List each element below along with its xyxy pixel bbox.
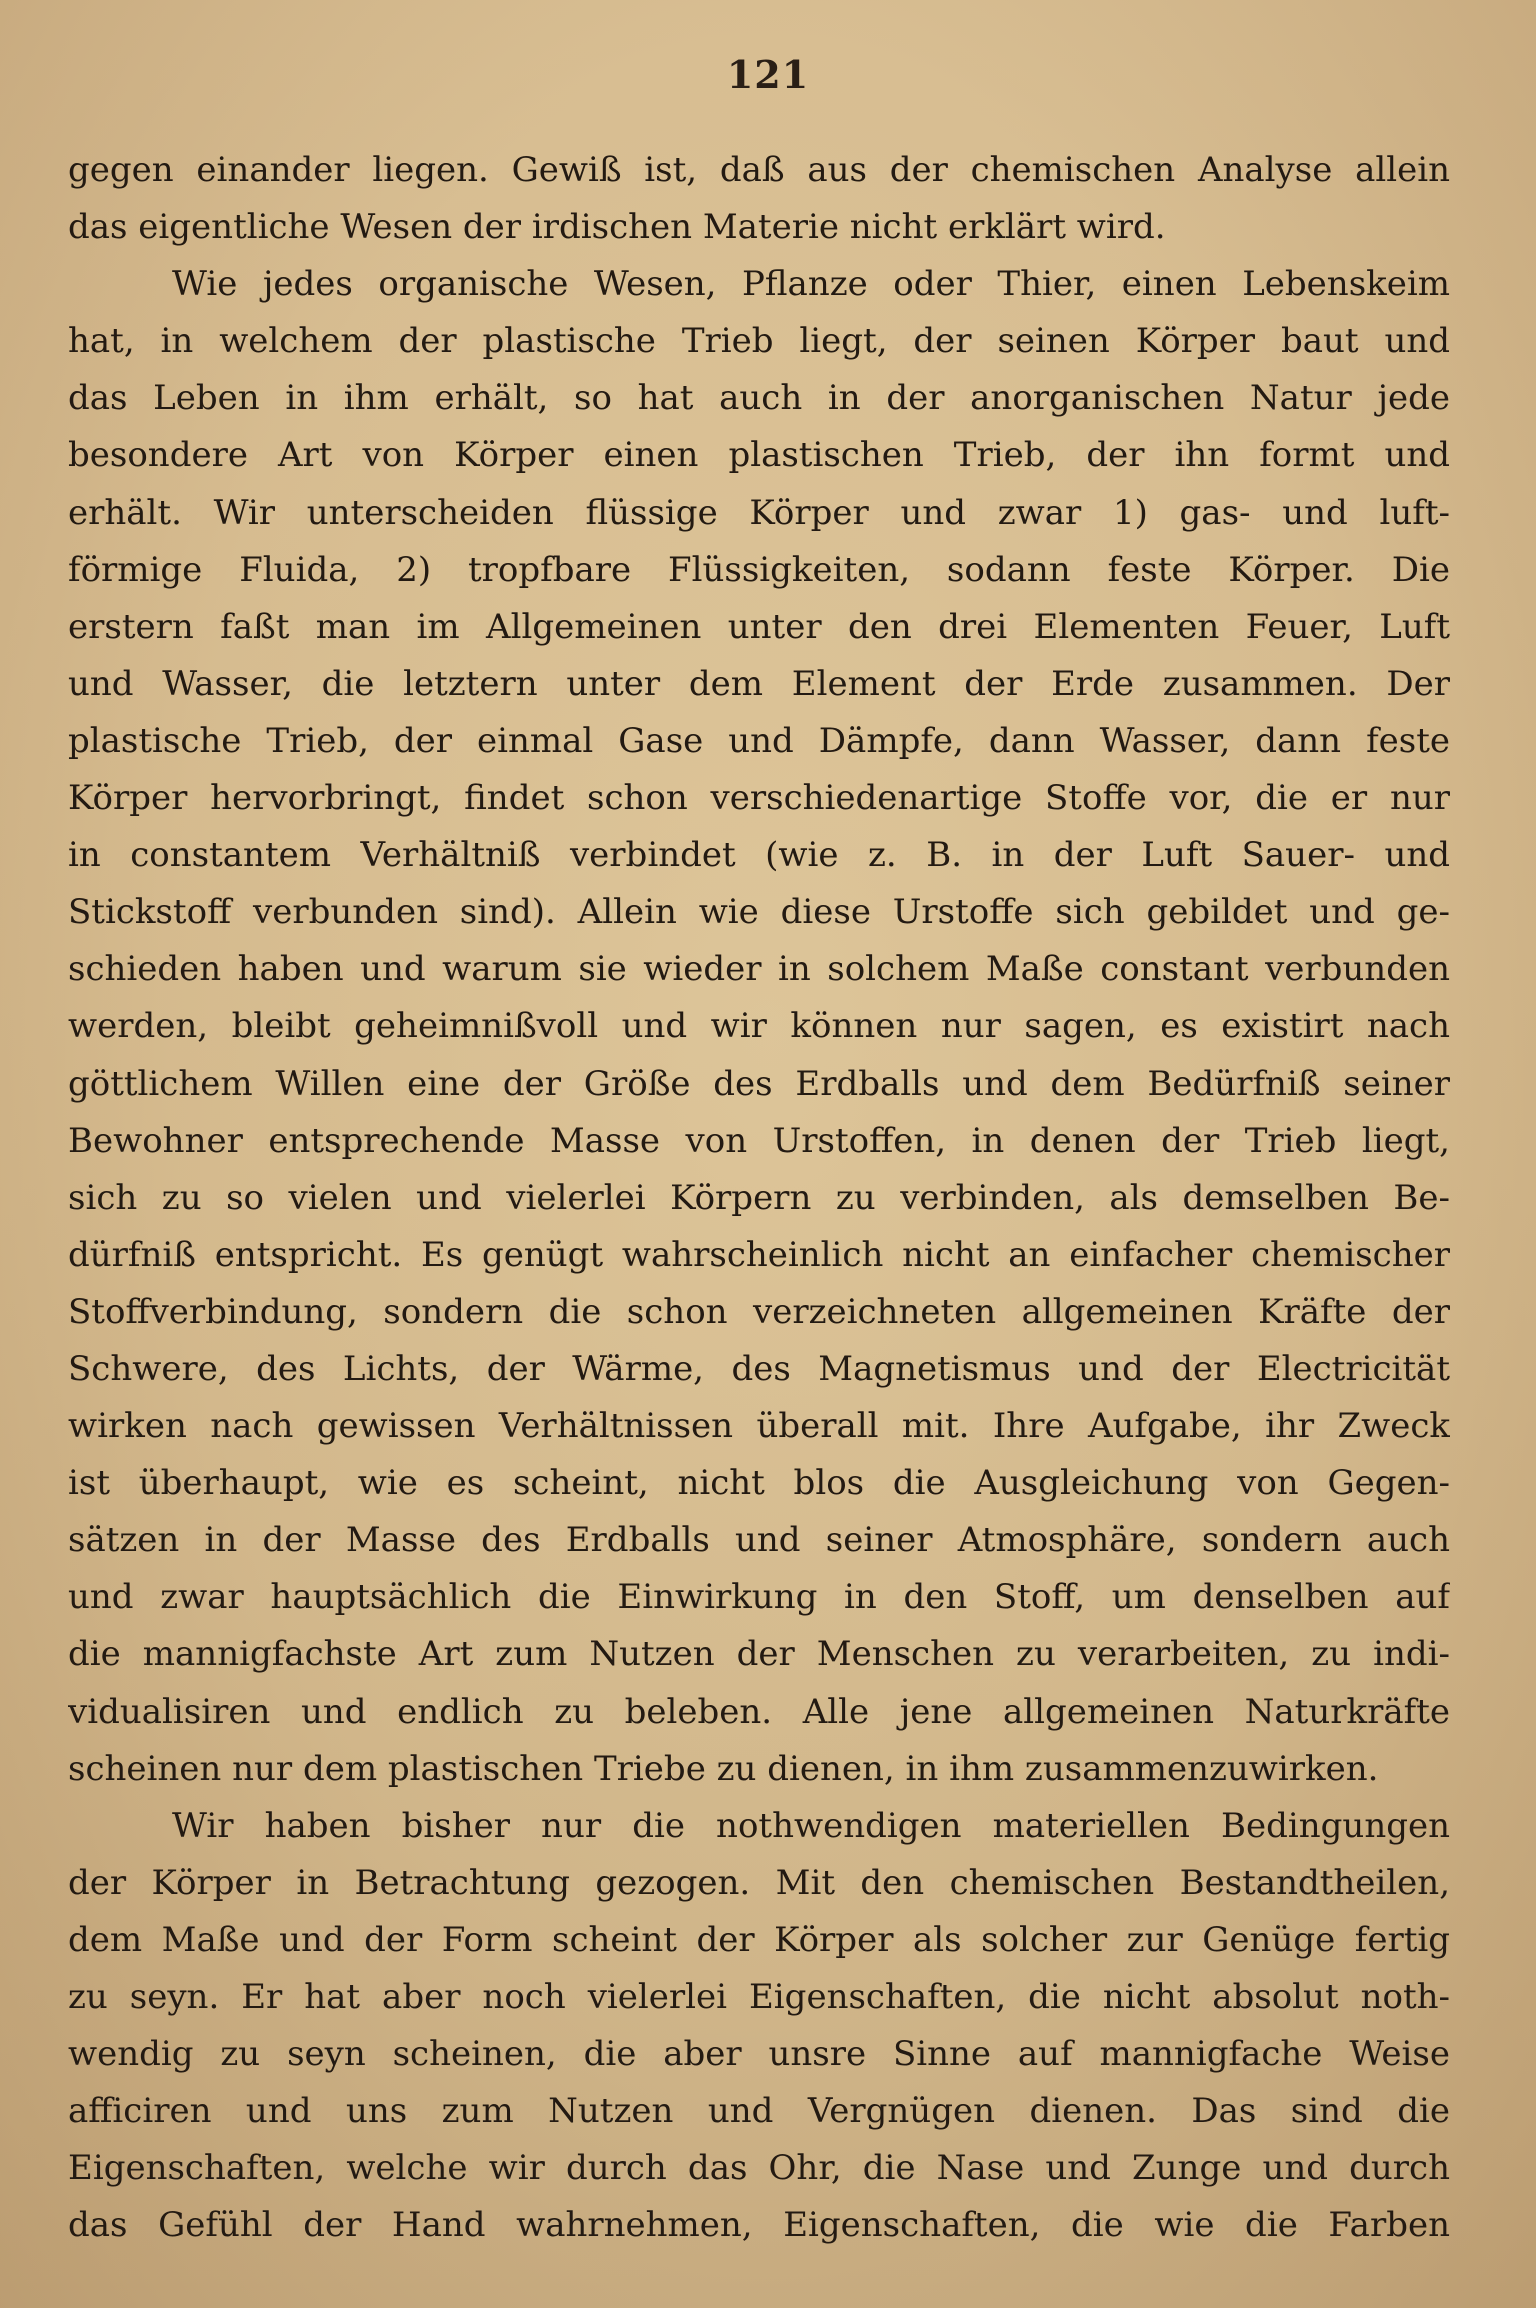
text-line: erstern faßt man im Allgemeinen unter den drei Elementen Feuer, Luft xyxy=(68,606,1450,647)
text-line: das Leben in ihm erhält, so hat auch in der anorganischen Natur jede xyxy=(68,378,1450,419)
text-line: Schwere, des Lichts, der Wärme, des Magnetismus und der Electricität xyxy=(68,1348,1450,1389)
body-text xyxy=(68,142,1450,2254)
text-line: Stickstoff verbunden sind). Allein wie diese Urstoffe sich gebildet und ge- xyxy=(68,892,1450,933)
text-line: das eigentliche Wesen der irdischen Materie nicht erklärt wird. xyxy=(68,207,1166,248)
text-line: scheinen nur dem plastischen Triebe zu dienen, in ihm zusammenzuwirken. xyxy=(68,1748,1379,1789)
text-line: sätzen in der Masse des Erdballs und seiner Atmosphäre, sondern auch xyxy=(68,1520,1450,1561)
text-line: Stoffverbindung, sondern die schon verzeichneten allgemeinen Kräfte der xyxy=(68,1291,1450,1332)
text-line: und zwar hauptsächlich die Einwirkung in den Stoff, um denselben auf xyxy=(68,1577,1450,1618)
text-line: besondere Art von Körper einen plastischen Trieb, der ihn formt und xyxy=(68,435,1450,476)
text-line: wirken nach gewissen Verhältnissen überall mit. Ihre Aufgabe, ihr Zweck xyxy=(68,1406,1450,1447)
page-number: 121 xyxy=(726,52,810,97)
text-line: sich zu so vielen und vielerlei Körpern zu verbinden, als demselben Be- xyxy=(68,1177,1450,1218)
text-line: werden, bleibt geheimnißvoll und wir können nur sagen, es existirt nach xyxy=(68,1006,1450,1047)
paragraph-first-line: Wie jedes organische Wesen, Pflanze oder Thier, einen Lebenskeim xyxy=(172,264,1450,305)
text-line: Körper hervorbringt, findet schon verschiedenartige Stoffe vor, die er nur xyxy=(68,778,1450,819)
text-line: der Körper in Betrachtung gezogen. Mit den chemischen Bestandtheilen, xyxy=(68,1862,1450,1903)
text-line: schieden haben und warum sie wieder in solchem Maße constant verbunden xyxy=(68,949,1450,990)
text-line: dürfniß entspricht. Es genügt wahrscheinlich nicht an einfacher chemischer xyxy=(68,1234,1450,1275)
text-line: das Gefühl der Hand wahrnehmen, Eigenschaften, die wie die Farben xyxy=(68,2205,1450,2246)
paragraph-first-line: Wir haben bisher nur die nothwendigen materiellen Bedingungen xyxy=(172,1805,1450,1846)
text-line: erhält. Wir unterscheiden flüssige Körper und zwar 1) gas- und luft- xyxy=(68,492,1450,533)
text-line: und Wasser, die letztern unter dem Element der Erde zusammen. Der xyxy=(68,663,1450,704)
text-line: wendig zu seyn scheinen, die aber unsre Sinne auf mannigfache Weise xyxy=(68,2034,1450,2075)
text-line: plastische Trieb, der einmal Gase und Dämpfe, dann Wasser, dann feste xyxy=(68,720,1450,761)
text-line: Bewohner entsprechende Masse von Urstoffen, in denen der Trieb liegt, xyxy=(68,1120,1450,1161)
text-line: afficiren und uns zum Nutzen und Vergnügen dienen. Das sind die xyxy=(68,2091,1450,2132)
text-line: göttlichem Willen eine der Größe des Erdballs und dem Bedürfniß seiner xyxy=(68,1063,1450,1104)
text-line: gegen einander liegen. Gewiß ist, daß aus der chemischen Analyse allein xyxy=(68,150,1450,190)
text-line: Eigenschaften, welche wir durch das Ohr, die Nase und Zunge und durch xyxy=(68,2148,1450,2189)
text-line: hat, in welchem der plastische Trieb liegt, der seinen Körper baut und xyxy=(68,321,1450,362)
text-line: zu seyn. Er hat aber noch vielerlei Eigenschaften, die nicht absolut noth- xyxy=(68,1977,1450,2017)
text-line: dem Maße und der Form scheint der Körper als solcher zur Genüge fertig xyxy=(68,1919,1450,1960)
text-line: die mannigfachste Art zum Nutzen der Menschen zu verarbeiten, zu indi- xyxy=(68,1634,1450,1675)
text-line: förmige Fluida, 2) tropfbare Flüssigkeiten, sodann feste Körper. Die xyxy=(68,549,1450,590)
text-line: vidualisiren und endlich zu beleben. Alle jene allgemeinen Naturkräfte xyxy=(68,1691,1450,1732)
text-line: ist überhaupt, wie es scheint, nicht blos die Ausgleichung von Gegen- xyxy=(68,1463,1450,1504)
text-line: in constantem Verhältniß verbindet (wie z. B. in der Luft Sauer- und xyxy=(68,835,1450,876)
